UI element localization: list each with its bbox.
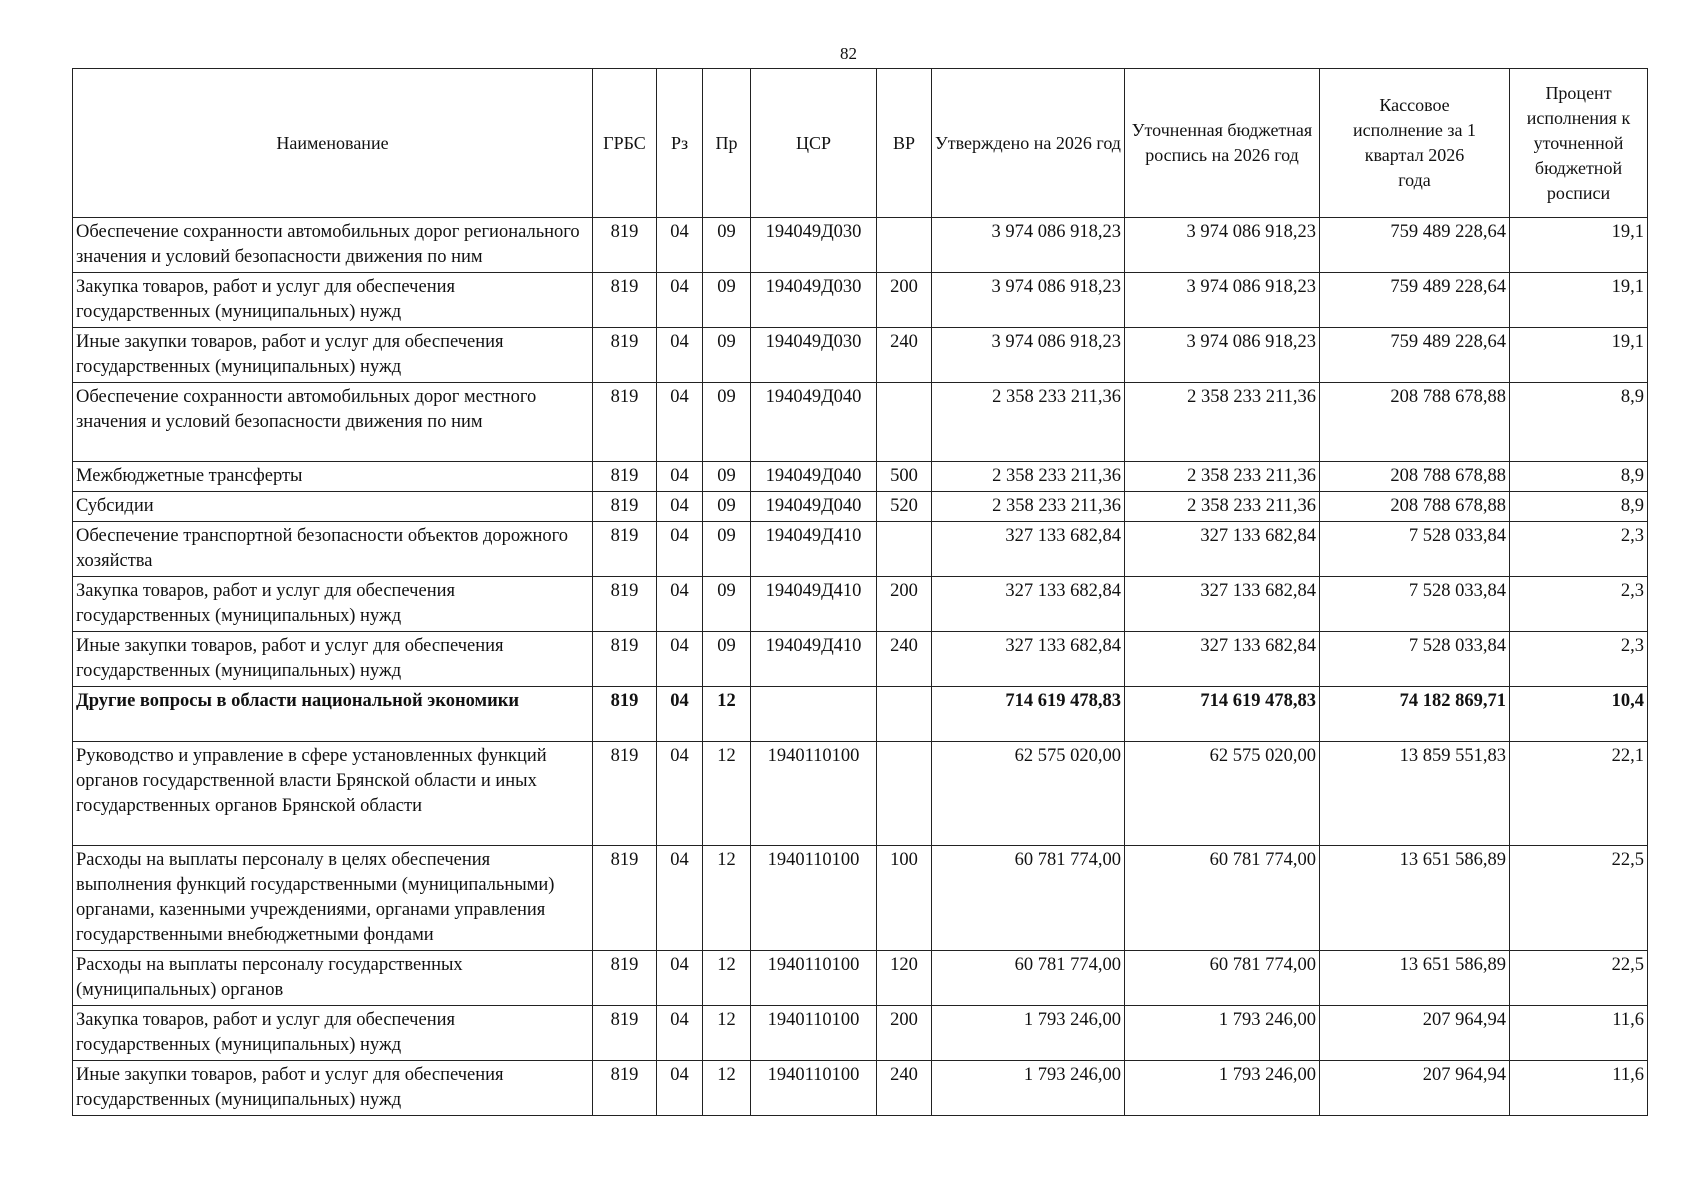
cell-grbs: 819: [593, 462, 657, 492]
cell-refined: 2 358 233 211,36: [1125, 462, 1320, 492]
cell-vr: [877, 383, 932, 462]
cell-pr: 09: [703, 492, 751, 522]
cell-csr: 194049Д040: [751, 492, 877, 522]
cell-refined: 3 974 086 918,23: [1125, 218, 1320, 273]
table-body: [73, 218, 1648, 1116]
cell-percent: 11,6: [1510, 1006, 1648, 1061]
cell-rz: 04: [657, 522, 703, 577]
cell-pr: 12: [703, 1061, 751, 1116]
cell-refined: 327 133 682,84: [1125, 577, 1320, 632]
cell-vr: [877, 522, 932, 577]
table-row: [73, 328, 1648, 383]
cell-csr: 1940110100: [751, 742, 877, 846]
header-refined: Уточненная бюджетная роспись на 2026 год: [1125, 69, 1320, 218]
page-number: 82: [840, 44, 857, 63]
cell-pr: 12: [703, 846, 751, 951]
cell-name: Обеспечение сохранности автомобильных дорог местного значения и условий безопасности движения по ним: [73, 383, 593, 462]
cell-approved: 3 974 086 918,23: [932, 218, 1125, 273]
header-row: [73, 69, 1648, 218]
cell-grbs: 819: [593, 492, 657, 522]
cell-vr: 500: [877, 462, 932, 492]
table-row: [73, 492, 1648, 522]
cell-name: Иные закупки товаров, работ и услуг для обеспечения государственных (муниципальных) нужд: [73, 632, 593, 687]
cell-pr: 09: [703, 383, 751, 462]
table-row: [73, 462, 1648, 492]
cell-csr: 194049Д410: [751, 577, 877, 632]
table-row: [73, 742, 1648, 846]
cell-rz: 04: [657, 218, 703, 273]
cell-percent: 22,5: [1510, 951, 1648, 1006]
cell-approved: 60 781 774,00: [932, 846, 1125, 951]
cell-refined: 60 781 774,00: [1125, 846, 1320, 951]
cell-refined: 1 793 246,00: [1125, 1006, 1320, 1061]
cell-cash: 208 788 678,88: [1320, 462, 1510, 492]
cell-pr: 12: [703, 951, 751, 1006]
cell-approved: 2 358 233 211,36: [932, 462, 1125, 492]
cell-cash: 74 182 869,71: [1320, 687, 1510, 742]
cell-grbs: 819: [593, 522, 657, 577]
cell-pr: 09: [703, 328, 751, 383]
cell-pr: 09: [703, 273, 751, 328]
table-row: [73, 951, 1648, 1006]
cell-pr: 12: [703, 1006, 751, 1061]
header-name: Наименование: [73, 69, 593, 218]
cell-refined: 327 133 682,84: [1125, 522, 1320, 577]
cell-approved: 60 781 774,00: [932, 951, 1125, 1006]
cell-refined: 3 974 086 918,23: [1125, 328, 1320, 383]
cell-cash: 759 489 228,64: [1320, 273, 1510, 328]
cell-percent: 11,6: [1510, 1061, 1648, 1116]
header-grbs: ГРБС: [593, 69, 657, 218]
cell-rz: 04: [657, 383, 703, 462]
cell-vr: [877, 218, 932, 273]
cell-vr: 200: [877, 1006, 932, 1061]
table-row: [73, 687, 1648, 742]
cell-name: Закупка товаров, работ и услуг для обеспечения государственных (муниципальных) нужд: [73, 577, 593, 632]
cell-vr: 520: [877, 492, 932, 522]
cell-approved: 714 619 478,83: [932, 687, 1125, 742]
cell-rz: 04: [657, 328, 703, 383]
cell-rz: 04: [657, 1061, 703, 1116]
cell-name: Обеспечение транспортной безопасности объектов дорожного хозяйства: [73, 522, 593, 577]
cell-grbs: 819: [593, 951, 657, 1006]
cell-grbs: 819: [593, 1006, 657, 1061]
cell-csr: 194049Д030: [751, 273, 877, 328]
header-vr: ВР: [877, 69, 932, 218]
cell-cash: 7 528 033,84: [1320, 522, 1510, 577]
cell-grbs: 819: [593, 577, 657, 632]
cell-vr: 240: [877, 328, 932, 383]
cell-percent: 10,4: [1510, 687, 1648, 742]
cell-name: Межбюджетные трансферты: [73, 462, 593, 492]
cell-refined: 62 575 020,00: [1125, 742, 1320, 846]
cell-csr: 194049Д040: [751, 462, 877, 492]
cell-rz: 04: [657, 742, 703, 846]
cell-percent: 8,9: [1510, 462, 1648, 492]
cell-grbs: 819: [593, 328, 657, 383]
cell-grbs: 819: [593, 218, 657, 273]
cell-approved: 2 358 233 211,36: [932, 492, 1125, 522]
header-rz: Рз: [657, 69, 703, 218]
cell-grbs: 819: [593, 742, 657, 846]
table-row: [73, 273, 1648, 328]
cell-rz: 04: [657, 951, 703, 1006]
cell-grbs: 819: [593, 383, 657, 462]
cell-name: Расходы на выплаты персоналу государственных (муниципальных) органов: [73, 951, 593, 1006]
cell-csr: 194049Д030: [751, 218, 877, 273]
cell-approved: 3 974 086 918,23: [932, 328, 1125, 383]
cell-approved: 327 133 682,84: [932, 577, 1125, 632]
cell-csr: 194049Д410: [751, 522, 877, 577]
header-csr: ЦСР: [751, 69, 877, 218]
cell-percent: 19,1: [1510, 273, 1648, 328]
cell-approved: 2 358 233 211,36: [932, 383, 1125, 462]
cell-cash: 759 489 228,64: [1320, 218, 1510, 273]
cell-refined: 60 781 774,00: [1125, 951, 1320, 1006]
cell-cash: 13 859 551,83: [1320, 742, 1510, 846]
cell-rz: 04: [657, 273, 703, 328]
cell-csr: 194049Д410: [751, 632, 877, 687]
cell-vr: 120: [877, 951, 932, 1006]
cell-name: Обеспечение сохранности автомобильных дорог регионального значения и условий безопасности движения по ним: [73, 218, 593, 273]
cell-vr: 100: [877, 846, 932, 951]
table-row: [73, 383, 1648, 462]
cell-approved: 1 793 246,00: [932, 1061, 1125, 1116]
cell-rz: 04: [657, 577, 703, 632]
cell-csr: 1940110100: [751, 951, 877, 1006]
table-row: [73, 1061, 1648, 1116]
cell-name: Иные закупки товаров, работ и услуг для обеспечения государственных (муниципальных) нужд: [73, 1061, 593, 1116]
cell-pr: 09: [703, 632, 751, 687]
table-row: [73, 522, 1648, 577]
cell-name: Руководство и управление в сфере установленных функций органов государственной власти Брянской области и иных государственных органов Брянской области: [73, 742, 593, 846]
cell-name: Другие вопросы в области национальной экономики: [73, 687, 593, 742]
cell-rz: 04: [657, 632, 703, 687]
cell-percent: 22,1: [1510, 742, 1648, 846]
cell-grbs: 819: [593, 846, 657, 951]
cell-grbs: 819: [593, 1061, 657, 1116]
cell-name: Закупка товаров, работ и услуг для обеспечения государственных (муниципальных) нужд: [73, 273, 593, 328]
cell-approved: 327 133 682,84: [932, 632, 1125, 687]
cell-cash: 208 788 678,88: [1320, 492, 1510, 522]
cell-refined: 327 133 682,84: [1125, 632, 1320, 687]
cell-vr: 200: [877, 577, 932, 632]
cell-name: Иные закупки товаров, работ и услуг для обеспечения государственных (муниципальных) нужд: [73, 328, 593, 383]
table-row: [73, 1006, 1648, 1061]
cell-grbs: 819: [593, 273, 657, 328]
cell-csr: 194049Д030: [751, 328, 877, 383]
cell-percent: 22,5: [1510, 846, 1648, 951]
cell-pr: 09: [703, 577, 751, 632]
budget-table: [72, 68, 1648, 1116]
table-row: [73, 218, 1648, 273]
table-row: [73, 632, 1648, 687]
cell-vr: 240: [877, 632, 932, 687]
cell-vr: [877, 687, 932, 742]
header-cash: Кассовое исполнение за 1 квартал 2026 года: [1320, 69, 1510, 218]
cell-csr: 194049Д040: [751, 383, 877, 462]
cell-rz: 04: [657, 846, 703, 951]
cell-approved: 62 575 020,00: [932, 742, 1125, 846]
cell-name: Закупка товаров, работ и услуг для обеспечения государственных (муниципальных) нужд: [73, 1006, 593, 1061]
cell-cash: 7 528 033,84: [1320, 632, 1510, 687]
cell-vr: [877, 742, 932, 846]
cell-vr: 200: [877, 273, 932, 328]
cell-percent: 8,9: [1510, 492, 1648, 522]
table-row: [73, 577, 1648, 632]
cell-approved: 3 974 086 918,23: [932, 273, 1125, 328]
cell-approved: 327 133 682,84: [932, 522, 1125, 577]
cell-rz: 04: [657, 492, 703, 522]
cell-grbs: 819: [593, 687, 657, 742]
cell-refined: 1 793 246,00: [1125, 1061, 1320, 1116]
cell-cash: 13 651 586,89: [1320, 846, 1510, 951]
cell-rz: 04: [657, 462, 703, 492]
cell-csr: 1940110100: [751, 1006, 877, 1061]
cell-cash: 759 489 228,64: [1320, 328, 1510, 383]
cell-rz: 04: [657, 687, 703, 742]
cell-cash: 207 964,94: [1320, 1061, 1510, 1116]
cell-refined: 2 358 233 211,36: [1125, 492, 1320, 522]
cell-cash: 13 651 586,89: [1320, 951, 1510, 1006]
cell-name: Расходы на выплаты персоналу в целях обеспечения выполнения функций государственными (муниципальными) органами, казенными учреждениями, органами управления государственными внебюджетными фондами: [73, 846, 593, 951]
cell-cash: 207 964,94: [1320, 1006, 1510, 1061]
cell-cash: 7 528 033,84: [1320, 577, 1510, 632]
header-percent: Процент исполнения к уточненной бюджетной росписи: [1510, 69, 1648, 218]
cell-pr: 09: [703, 218, 751, 273]
cell-name: Субсидии: [73, 492, 593, 522]
cell-approved: 1 793 246,00: [932, 1006, 1125, 1061]
cell-vr: 240: [877, 1061, 932, 1116]
cell-rz: 04: [657, 1006, 703, 1061]
cell-grbs: 819: [593, 632, 657, 687]
cell-pr: 09: [703, 522, 751, 577]
table-row: [73, 846, 1648, 951]
cell-percent: 8,9: [1510, 383, 1648, 462]
cell-percent: 2,3: [1510, 577, 1648, 632]
cell-csr: 1940110100: [751, 846, 877, 951]
cell-cash: 208 788 678,88: [1320, 383, 1510, 462]
cell-csr: 1940110100: [751, 1061, 877, 1116]
cell-pr: 12: [703, 687, 751, 742]
header-pr: Пр: [703, 69, 751, 218]
cell-pr: 12: [703, 742, 751, 846]
cell-percent: 2,3: [1510, 632, 1648, 687]
header-approved: Утверждено на 2026 год: [932, 69, 1125, 218]
cell-refined: 2 358 233 211,36: [1125, 383, 1320, 462]
cell-pr: 09: [703, 462, 751, 492]
cell-refined: 714 619 478,83: [1125, 687, 1320, 742]
cell-percent: 19,1: [1510, 218, 1648, 273]
cell-refined: 3 974 086 918,23: [1125, 273, 1320, 328]
cell-percent: 19,1: [1510, 328, 1648, 383]
cell-percent: 2,3: [1510, 522, 1648, 577]
cell-csr: [751, 687, 877, 742]
